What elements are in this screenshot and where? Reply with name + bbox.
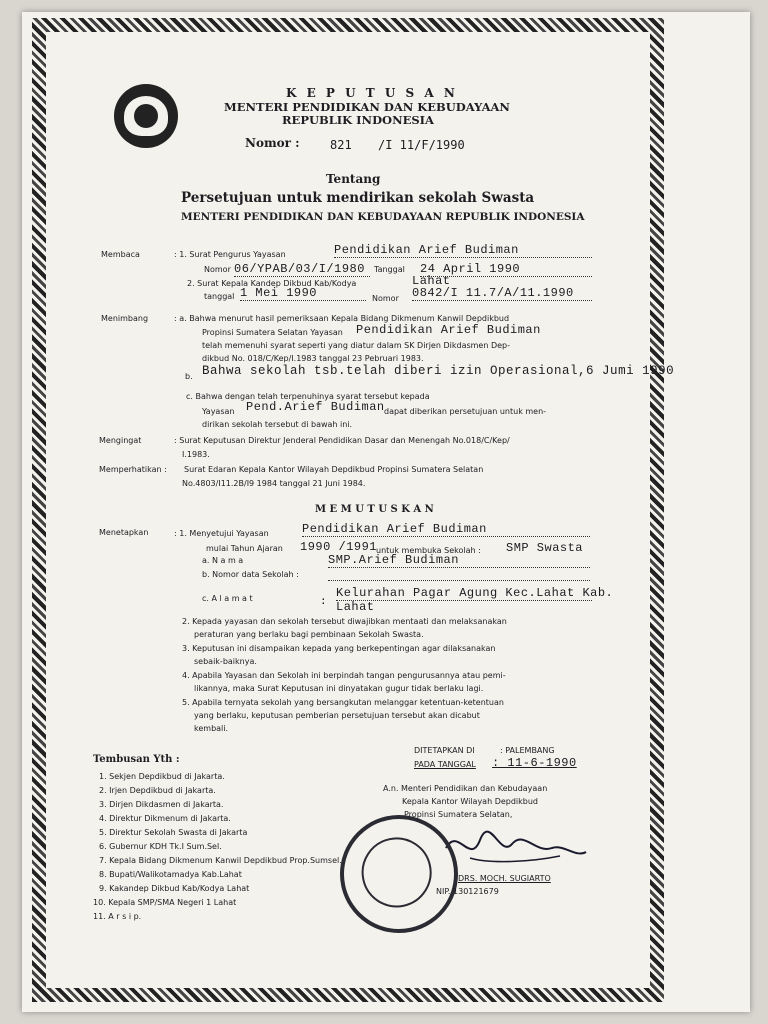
menetapkan-year: 1990 /1991: [300, 540, 378, 554]
republic-line: REPUBLIK INDONESIA: [282, 113, 434, 127]
tembusan-item: 5. Direktur Sekolah Swasta di Jakarta: [99, 828, 248, 837]
menimbang-c1: c. Bahwa dengan telah terpenuhinya syarat tersebut kepada: [186, 392, 430, 401]
signatory-name: DRS. MOCH. SUGIARTO: [458, 874, 551, 883]
menimbang-a4: dikbud No. 018/C/Kep/I.1983 tanggal 23 Pebruari 1983.: [202, 354, 424, 363]
tanggal-label: PADA TANGGAL: [414, 760, 476, 769]
tentang: Tentang: [326, 172, 381, 186]
point-4a: 4. Apabila Yayasan dan Sekolah ini berpindah tangan pengurusannya atau pemi-: [182, 671, 506, 680]
an-line-1: A.n. Menteri Pendidikan dan Kebudayaan: [383, 784, 548, 793]
tembusan-item: 1. Sekjen Depdikbud di Jakarta.: [99, 772, 225, 781]
point-5c: kembali.: [194, 724, 229, 733]
membaca-label: Membaca: [101, 250, 140, 259]
menimbang-b-value: Bahwa sekolah tsb.telah diberi izin Operasional,6 Jumi 1990: [202, 364, 675, 378]
menimbang-b-prefix: b.: [185, 372, 193, 381]
tembusan-item: 11. A r s i p.: [93, 912, 142, 921]
tembusan-item: 3. Dirjen Dikdasmen di Jakarta.: [99, 800, 224, 809]
signatory-nip: NIP. 130121679: [436, 887, 499, 896]
membaca-item2-nomor-value: 0842/I 11.7/A/11.1990: [412, 286, 592, 301]
menimbang-c2-prefix: Yayasan: [202, 407, 235, 416]
membaca-item2-tanggal-value: 1 Mei 1990: [240, 286, 366, 301]
mengingat-l2: I.1983.: [182, 450, 210, 459]
menimbang-c2-value: Pend.Arief Budiman: [246, 400, 385, 414]
issuer-line: MENTERI PENDIDIKAN DAN KEBUDAYAAN REPUBLIK INDONESIA: [181, 211, 585, 223]
ministry-line: MENTERI PENDIDIKAN DAN KEBUDAYAAN: [224, 100, 510, 114]
memutuskan-heading: M E M U T U S K A N: [315, 504, 434, 515]
menimbang-a2-value: Pendidikan Arief Budiman: [356, 323, 541, 337]
point-3a: 3. Keputusan ini disampaikan kepada yang berkepentingan agar dilaksanakan: [182, 644, 496, 653]
menetapkan-i1-line2a: mulai Tahun Ajaran: [206, 544, 283, 553]
point-2b: peraturan yang berlaku bagi pembinaan Sekolah Swasta.: [194, 630, 424, 639]
menetapkan-label: Menetapkan: [99, 528, 149, 537]
point-5a: 5. Apabila ternyata sekolah yang bersangkutan melanggar ketentuan-ketentuan: [182, 698, 504, 707]
membaca-item2-nomor-label: Nomor: [372, 294, 399, 303]
menimbang-a3: telah memenuhi syarat seperti yang diatur dalam SK Dirjen Dikdasmen Dep-: [202, 341, 511, 350]
point-5b: yang berlaku, keputusan pemberian persetujuan tersebut akan dicabut: [194, 711, 480, 720]
handwritten-signature: [440, 818, 590, 874]
menimbang-c2-suffix: dapat diberikan persetujuan untuk men-: [384, 407, 547, 416]
menimbang-label: Menimbang: [101, 314, 149, 323]
an-line-2: Kepala Kantor Wilayah Depdikbud: [402, 797, 539, 806]
nomor-number: 821: [330, 138, 352, 152]
membaca-item1-value: Pendidikan Arief Budiman: [334, 243, 592, 258]
nomor-label: Nomor :: [245, 136, 300, 150]
subject-title: Persetujuan untuk mendirikan sekolah Swasta: [181, 190, 535, 206]
tembusan-item: 9. Kakandep Dikbud Kab/Kodya Lahat: [99, 884, 250, 893]
memperhatikan-l2: No.4803/I11.2B/I9 1984 tanggal 21 Juni 1984.: [182, 479, 366, 488]
membaca-item2-prefix: 2. Surat Kepala Kandep Dikbud Kab/Kodya: [187, 279, 357, 288]
tembusan-heading: Tembusan Yth :: [93, 754, 180, 765]
alamat-label: c. A l a m a t: [202, 594, 253, 603]
menetapkan-i1-line2b: untuk membuka Sekolah :: [376, 546, 481, 555]
membaca-nomor-value: 06/YPAB/03/I/1980: [234, 262, 370, 277]
tembusan-item: 2. Irjen Depdikbud di Jakarta.: [99, 786, 216, 795]
menetapkan-i1-prefix: : 1. Menyetujui Yayasan: [174, 529, 269, 538]
doc-title: K E P U T U S A N: [286, 86, 458, 100]
membaca-nomor-label: Nomor: [204, 265, 231, 274]
menimbang-a1: : a. Bahwa menurut hasil pemeriksaan Kepala Bidang Dikmenum Kanwil Depdikbud: [174, 314, 510, 323]
menimbang-a2-prefix: Propinsi Sumatera Selatan Yayasan: [202, 328, 343, 337]
nama-value: SMP.Arief Budiman: [328, 553, 590, 568]
menetapkan-school: SMP Swasta: [506, 541, 584, 555]
mengingat-label: Mengingat: [99, 436, 142, 445]
alamat-value-1: Kelurahan Pagar Agung Kec.Lahat Kab.: [336, 586, 614, 600]
membaca-item2-value: Lahat: [412, 274, 451, 288]
tembusan-item: 6. Gubernur KDH Tk.I Sum.Sel.: [99, 842, 222, 851]
point-3b: sebaik-baiknya.: [194, 657, 257, 666]
membaca-tanggal-value: 24 April 1990: [420, 262, 592, 277]
nama-label: a. N a m a: [202, 556, 244, 565]
an-line-3: Propinsi Sumatera Selatan,: [404, 810, 513, 819]
ditetapkan-label: DITETAPKAN DI: [414, 746, 475, 755]
tembusan-item: 4. Direktur Dikmenum di Jakarta.: [99, 814, 231, 823]
ditetapkan-value: : PALEMBANG: [500, 746, 555, 755]
tanggal-value: : 11-6-1990: [492, 756, 577, 770]
nomor-data-label: b. Nomor data Sekolah :: [202, 570, 299, 579]
membaca-item1-prefix: : 1. Surat Pengurus Yayasan: [174, 250, 286, 259]
point-2a: 2. Kepada yayasan dan sekolah tersebut diwajibkan mentaati dan melaksanakan: [182, 617, 507, 626]
nomor-data-field: [328, 570, 590, 581]
nomor-code: /I 11/F/1990: [378, 138, 465, 152]
tut-wuri-handayani-logo: [114, 84, 178, 148]
menetapkan-i1-value: Pendidikan Arief Budiman: [302, 522, 590, 537]
membaca-tanggal-label: Tanggal: [374, 265, 405, 274]
membaca-item2-tanggal-label: tanggal: [204, 292, 235, 301]
memperhatikan-l1: Surat Edaran Kepala Kantor Wilayah Depdikbud Propinsi Sumatera Selatan: [184, 465, 484, 474]
mengingat-l1: : Surat Keputusan Direktur Jenderal Pendidikan Dasar dan Menengah No.018/C/Kep/: [174, 436, 510, 445]
alamat-value-2: Lahat: [336, 600, 375, 614]
tembusan-item: 10. Kepala SMP/SMA Negeri 1 Lahat: [93, 898, 237, 907]
tembusan-item: 8. Bupati/Walikotamadya Kab.Lahat: [99, 870, 242, 879]
menimbang-c3: dirikan sekolah tersebut di bawah ini.: [202, 420, 353, 429]
tembusan-item: 7. Kepala Bidang Dikmenum Kanwil Depdikbud Prop.Sumsel.: [99, 856, 342, 865]
point-4b: likannya, maka Surat Keputusan ini dinyatakan gugur tidak berlaku lagi.: [194, 684, 484, 693]
memperhatikan-label: Memperhatikan :: [99, 465, 167, 474]
